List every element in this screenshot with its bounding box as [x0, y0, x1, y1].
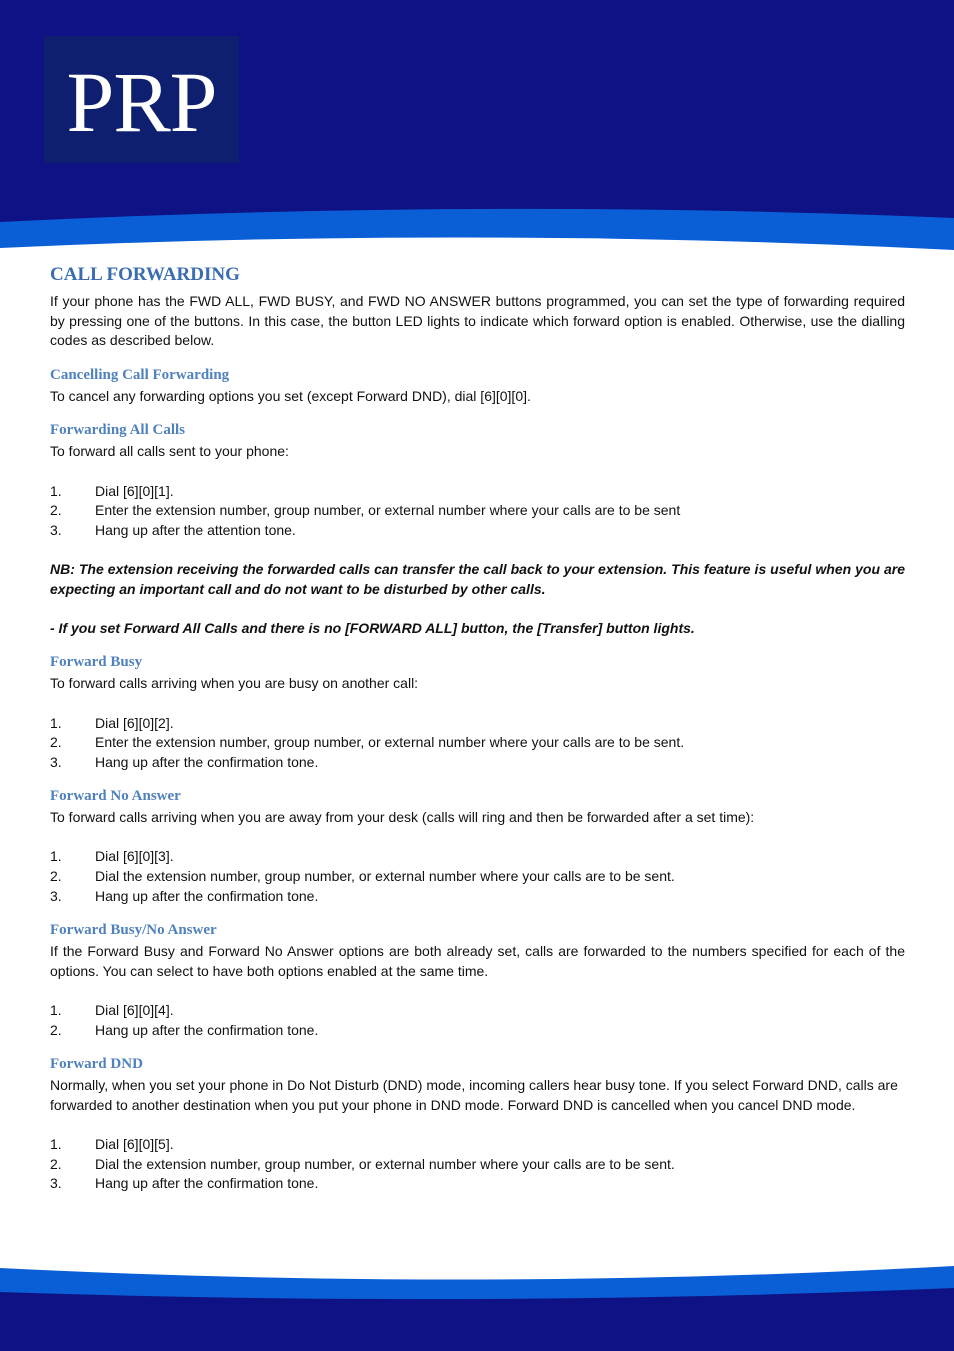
fwd-all-text: To forward all calls sent to your phone:	[50, 443, 289, 460]
fwd-busy-no-answer-heading: Forward Busy/No Answer	[50, 922, 217, 939]
list-item: 1. Dial [6][0][5].	[50, 1136, 174, 1152]
fwd-all-note: NB: The extension receiving the forwarded calls can transfer the call back to your extension. This feature is useful when you are expecting an important call and do not want to be disturbed by other calls.	[50, 560, 905, 597]
cancel-heading: Cancelling Call Forwarding	[50, 366, 230, 383]
fwd-busy-heading: Forward Busy	[50, 654, 143, 671]
fwd-dnd-text: Normally, when you set your phone in Do Not Disturb (DND) mode, incoming callers hear busy tone. If you select Forward DND, calls are forwarded to another destination when you put your phone in DND mode. Forward DND is cancelled when you cancel DND mode.	[50, 1077, 898, 1113]
list-item: 2. Enter the extension number, group number, or external number where your calls are to be sent	[50, 502, 681, 519]
list-item: 1. Dial [6][0][2].	[50, 714, 174, 731]
fwd-busy-no-answer-text: If the Forward Busy and Forward No Answer options are both already set, calls are forwarded to the numbers specified for each of the options. You can select to have both options enabled at the same time.	[50, 943, 905, 979]
list-item: 3. Hang up after the confirmation tone.	[50, 887, 319, 904]
fwd-busy-steps	[50, 714, 905, 773]
list-item: 2. Dial the extension number, group number, or external number where your calls are to be sent.	[50, 1155, 675, 1172]
fwd-no-answer-text: To forward calls arriving when you are away from your desk (calls will ring and then be forwarded after a set time):	[50, 809, 755, 826]
list-item: 2. Dial the extension number, group number, or external number where your calls are to be sent.	[50, 868, 675, 885]
prp-logo	[44, 36, 239, 163]
fwd-no-answer-steps	[50, 847, 905, 906]
fwd-all-heading: Forwarding All Calls	[50, 422, 186, 439]
list-item: 2. Hang up after the confirmation tone.	[50, 1021, 319, 1038]
list-item: 2. Enter the extension number, group number, or external number where your calls are to be sent.	[50, 734, 685, 751]
list-item: 3. Hang up after the confirmation tone.	[50, 1175, 319, 1192]
list-item: 3. Hang up after the confirmation tone.	[50, 753, 319, 770]
fwd-busy-no-answer-steps	[50, 1001, 905, 1040]
list-item: 1. Dial [6][0][4].	[50, 1002, 174, 1019]
cancel-text: To cancel any forwarding options you set (except Forward DND), dial [6][0][0].	[50, 387, 531, 404]
fwd-all-note-transfer: - If you set Forward All Calls and there is no [FORWARD ALL] button, the [Transfer] button lights.	[50, 619, 695, 636]
list-item: 1. Dial [6][0][1].	[50, 482, 174, 499]
fwd-dnd-steps	[50, 1135, 905, 1194]
page-title: CALL FORWARDING	[50, 264, 240, 285]
fwd-busy-text: To forward calls arriving when you are busy on another call:	[50, 675, 419, 692]
footer-band	[0, 1262, 954, 1351]
list-item: 1. Dial [6][0][3].	[50, 848, 174, 865]
fwd-all-steps	[50, 482, 905, 541]
logo-text: PRP	[66, 53, 217, 150]
intro-paragraph: If your phone has the FWD ALL, FWD BUSY, and FWD NO ANSWER buttons programmed, you can set the type of forwarding required by pressing one of the buttons. In this case, the button LED lights to indicate which forward option is enabled. Otherwise, use the dialling codes as described below.	[50, 293, 905, 349]
list-item: 3. Hang up after the attention tone.	[50, 521, 296, 538]
document-body	[50, 262, 905, 1194]
fwd-no-answer-heading: Forward No Answer	[50, 788, 181, 805]
fwd-dnd-heading: Forward DND	[50, 1056, 143, 1073]
